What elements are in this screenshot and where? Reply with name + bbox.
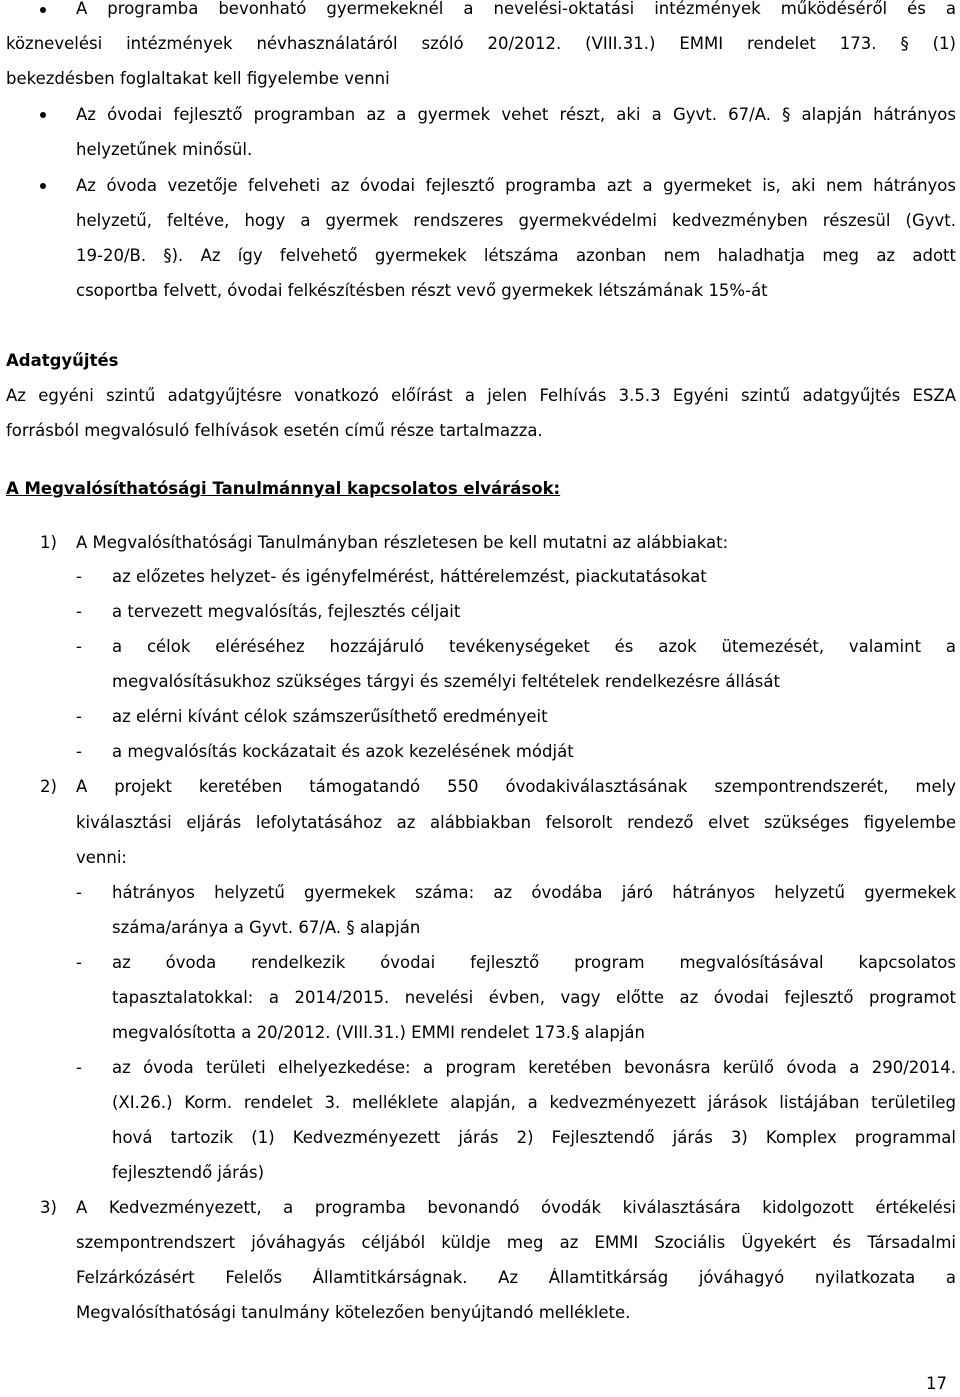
bullet-2-line-2: helyzetűnek minősül. bbox=[76, 140, 253, 159]
item-2-dash-3-line-3: hová tartozik (1) Kedvezményezett járás 2) Fejlesztendő járás 3) Komplex programmal bbox=[112, 1128, 956, 1147]
item-2-line-1: A projekt keretében támogatandó 550 óvodakiválasztásának szempontrendszerét, mely bbox=[76, 777, 956, 796]
page-number: 17 bbox=[926, 1374, 947, 1393]
item-1-dash-5: a megvalósítás kockázatait és azok kezelésének módját bbox=[112, 742, 574, 761]
item-2-dash-1-line-1: hátrányos helyzetű gyermekek száma: az óvodába járó hátrányos helyzetű gyermekek bbox=[112, 883, 956, 902]
item-3-number: 3) bbox=[40, 1198, 57, 1217]
item-2-dash-1-line-2: száma/aránya a Gyvt. 67/A. § alapján bbox=[112, 918, 421, 937]
item-1-number: 1) bbox=[40, 533, 57, 552]
bullet-2-line-1: Az óvodai fejlesztő programban az a gyermek vehet részt, aki a Gyvt. 67/A. § alapján hátrányos bbox=[76, 105, 956, 124]
bullet-3-line-1: Az óvoda vezetője felveheti az óvodai fejlesztő programba azt a gyermeket is, aki nem hátrányos bbox=[76, 176, 956, 195]
dash-marker: - bbox=[76, 602, 82, 621]
adatgyujtes-line-2: forrásból megvalósuló felhívások esetén című része tartalmazza. bbox=[6, 421, 543, 440]
item-2-dash-3-line-4: fejlesztendő járás) bbox=[112, 1163, 265, 1182]
bullet-3-line-4: csoportba felvett, óvodai felkészítésben részt vevő gyermekek létszámának 15%-át bbox=[76, 281, 768, 300]
item-2-dash-2-line-1: az óvoda rendelkezik óvodai fejlesztő program megvalósításával kapcsolatos bbox=[112, 953, 956, 972]
item-2-dash-3-line-2: (XI.26.) Korm. rendelet 3. melléklete alapján, a kedvezményezett járások listájában területileg bbox=[112, 1093, 956, 1112]
bullet-point bbox=[40, 112, 46, 118]
item-1-dash-4: az elérni kívánt célok számszerűsíthető eredményeit bbox=[112, 707, 548, 726]
item-1-dash-3-line-2: megvalósításukhoz szükséges tárgyi és személyi feltételek rendelkezésre állását bbox=[112, 672, 780, 691]
dash-marker: - bbox=[76, 567, 82, 586]
bullet-1-line-2: köznevelési intézmények névhasználatáról szóló 20/2012. (VIII.31.) EMMI rendelet 173. § (1) bbox=[6, 34, 956, 53]
item-3-line-1: A Kedvezményezett, a programba bevonandó óvodák kiválasztására kidolgozott értékelési bbox=[76, 1198, 956, 1217]
dash-marker: - bbox=[76, 953, 82, 972]
item-2-line-3: venni: bbox=[76, 848, 127, 867]
bullet-point bbox=[40, 7, 46, 13]
dash-marker: - bbox=[76, 742, 82, 761]
item-2-dash-2-line-3: megvalósította a 20/2012. (VIII.31.) EMMI rendelet 173.§ alapján bbox=[112, 1023, 645, 1042]
item-1-dash-1: az előzetes helyzet- és igényfelmérést, háttérelemzést, piackutatásokat bbox=[112, 567, 707, 586]
item-2-number: 2) bbox=[40, 777, 57, 796]
section-heading-adatgyujtes: Adatgyűjtés bbox=[6, 351, 119, 370]
item-3-line-4: Megvalósíthatósági tanulmány kötelezően benyújtandó melléklete. bbox=[76, 1303, 631, 1322]
bullet-3-line-3: 19-20/B. §). Az így felvehető gyermekek létszáma azonban nem haladhatja meg az adott bbox=[76, 246, 956, 265]
item-1-dash-2: a tervezett megvalósítás, fejlesztés céljait bbox=[112, 602, 461, 621]
adatgyujtes-line-1: Az egyéni szintű adatgyűjtésre vonatkozó előírást a jelen Felhívás 3.5.3 Egyéni szintű adatgyűjtés ESZA bbox=[6, 386, 956, 405]
dash-marker: - bbox=[76, 707, 82, 726]
section-heading-feasibility: A Megvalósíthatósági Tanulmánnyal kapcsolatos elvárások: bbox=[6, 479, 561, 498]
dash-marker: - bbox=[76, 637, 82, 656]
bullet-1-line-1: A programba bevonható gyermekeknél a nevelési-oktatási intézmények működéséről és a bbox=[76, 0, 956, 18]
dash-marker: - bbox=[76, 883, 82, 902]
item-3-line-3: Felzárkózásért Felelős Államtitkárságnak. Az Államtitkárság jóváhagyó nyilatkozata a bbox=[76, 1268, 956, 1287]
bullet-3-line-2: helyzetű, feltéve, hogy a gyermek rendszeres gyermekvédelmi kedvezményben részesül (Gyvt. bbox=[76, 211, 956, 230]
bullet-point bbox=[40, 183, 46, 189]
item-3-line-2: szempontrendszert jóváhagyás céljából küldje meg az EMMI Szociális Ügyekért és Társadalmi bbox=[76, 1233, 956, 1252]
bullet-1-line-3: bekezdésben foglaltakat kell figyelembe venni bbox=[6, 69, 390, 88]
item-1-text: A Megvalósíthatósági Tanulmányban részletesen be kell mutatni az alábbiakat: bbox=[76, 533, 729, 552]
item-2-dash-3-line-1: az óvoda területi elhelyezkedése: a program keretében bevonásra kerülő óvoda a 290/2014. bbox=[112, 1058, 956, 1077]
item-1-dash-3-line-1: a célok eléréséhez hozzájáruló tevékenységeket és azok ütemezését, valamint a bbox=[112, 637, 956, 656]
item-2-line-2: kiválasztási eljárás lefolytatásához az alábbiakban felsorolt rendező elvet szükséges figyelembe bbox=[76, 813, 956, 832]
dash-marker: - bbox=[76, 1058, 82, 1077]
item-2-dash-2-line-2: tapasztalatokkal: a 2014/2015. nevelési évben, vagy előtte az óvodai fejlesztő programot bbox=[112, 988, 956, 1007]
